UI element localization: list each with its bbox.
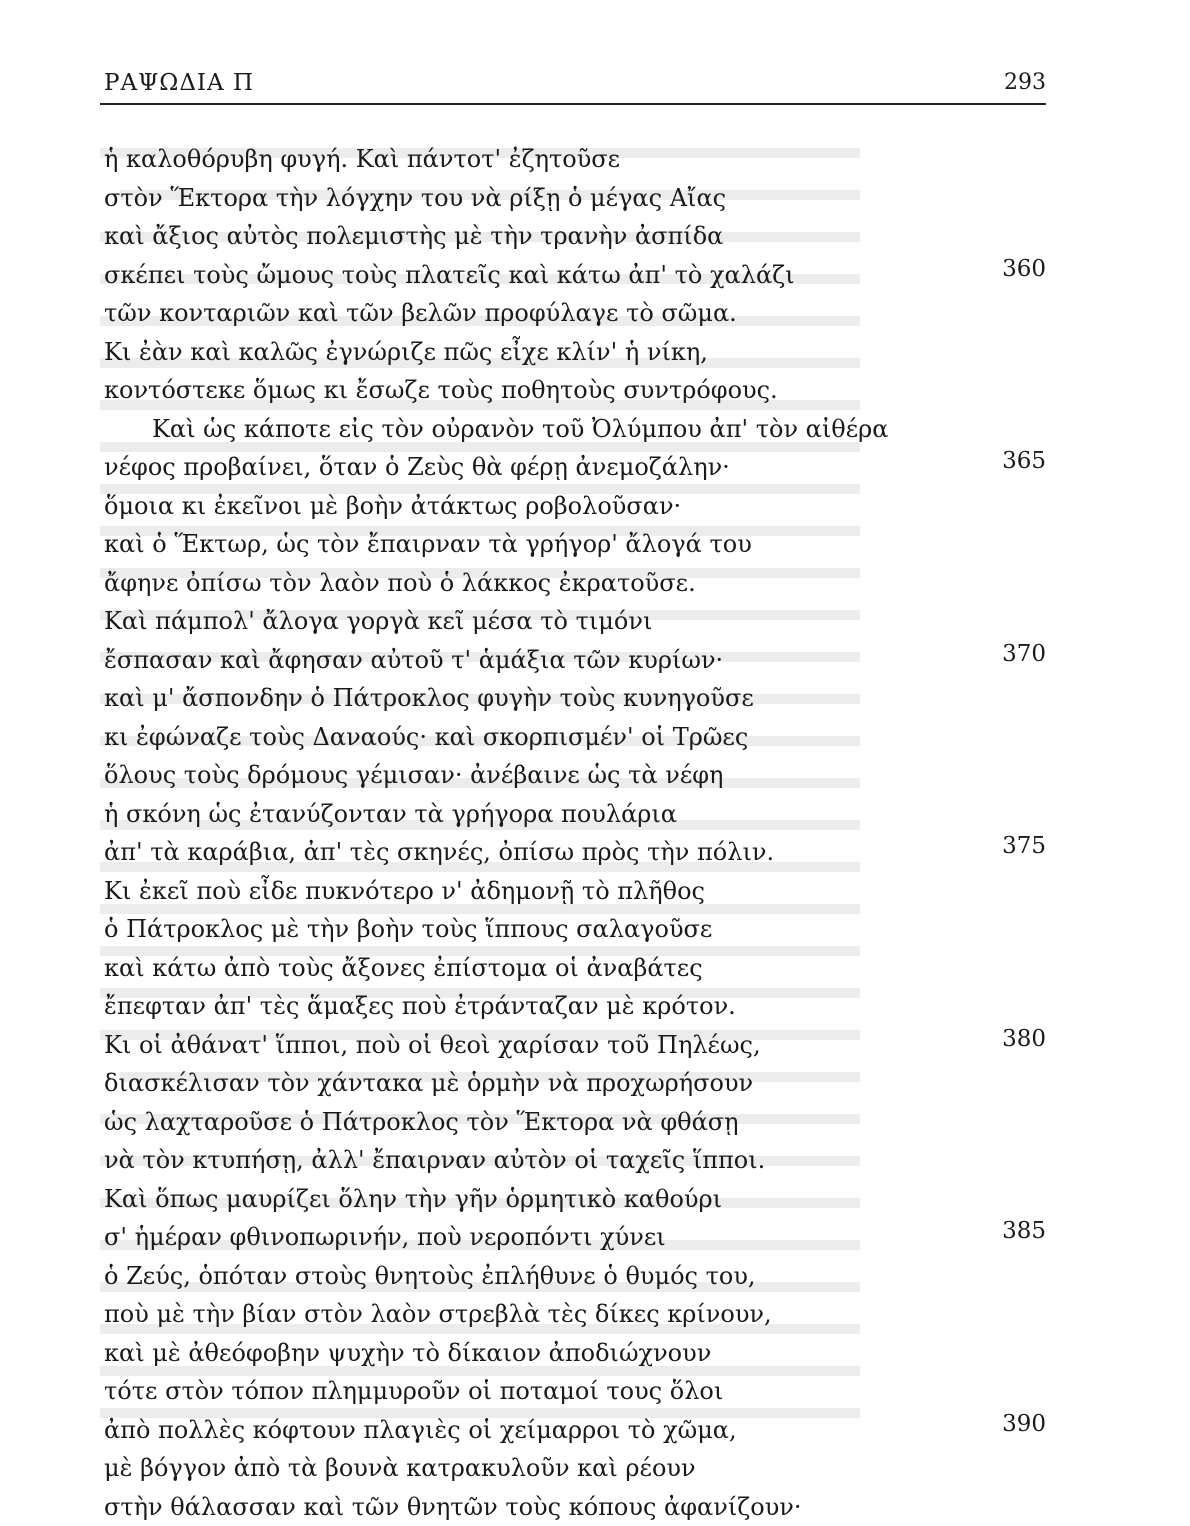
line-number: 390 (1002, 1405, 1046, 1444)
verse-text: ἀπὸ πολλὲς κόφτουν πλαγιὲς οἱ χείμαρροι τὸ χῶμα, (104, 1411, 737, 1450)
verse-line (0, 371, 1190, 410)
verse-line (0, 1411, 1190, 1450)
verse-line (0, 448, 1190, 487)
verse-text: τότε στὸν τόπον πλημμυροῦν οἱ ποταμοί τους ὅλοι (104, 1372, 723, 1411)
line-number: 380 (1002, 1020, 1046, 1059)
poem-body (0, 140, 1190, 1526)
verse-text: κι ἐφώναζε τοὺς Δαναούς· καὶ σκορπισμέν' οἱ Τρῶες (104, 718, 748, 757)
verse-line (0, 179, 1190, 218)
verse-text: ὅμοια κι ἐκεῖνοι μὲ βοὴν ἀτάκτως ροβολοῦσαν· (104, 487, 681, 526)
verse-line (0, 525, 1190, 564)
line-number: 375 (1002, 827, 1046, 866)
verse-text: καὶ ἄξιος αὐτὸς πολεμιστὴς μὲ τὴν τρανὴν ἀσπίδα (104, 217, 723, 256)
verse-line (0, 1141, 1190, 1180)
header-rule (100, 103, 1046, 105)
verse-text: ἡ καλοθόρυβη φυγή. Καὶ πάντοτ' ἐζητοῦσε (104, 140, 620, 179)
verse-text: Κι ἐκεῖ ποὺ εἶδε πυκνότερο ν' ἀδημονῇ τὸ πλῆθος (104, 872, 705, 911)
verse-line (0, 1218, 1190, 1257)
verse-text: ποὺ μὲ τὴν βίαν στὸν λαὸν στρεβλὰ τὲς δίκες κρίνουν, (104, 1295, 772, 1334)
verse-text: ὁ Πάτροκλος μὲ τὴν βοὴν τοὺς ἵππους σαλαγοῦσε (104, 910, 712, 949)
verse-line (0, 1257, 1190, 1296)
verse-text: ἀπ' τὰ καράβια, ἀπ' τὲς σκηνές, ὀπίσω πρὸς τὴν πόλιν. (104, 833, 774, 872)
verse-text: νὰ τὸν κτυπήσῃ, ἀλλ' ἔπαιρναν αὐτὸν οἱ ταχεῖς ἵπποι. (104, 1141, 765, 1180)
verse-text: Καὶ πάμπολ' ἄλογα γοργὰ κεῖ μέσα τὸ τιμόνι (104, 602, 652, 641)
verse-text: νέφος προβαίνει, ὅταν ὁ Ζεὺς θὰ φέρῃ ἀνεμοζάλην· (104, 448, 730, 487)
verse-text: καὶ ὁ Ἕκτωρ, ὡς τὸν ἔπαιρναν τὰ γρήγορ' ἄλογά του (104, 525, 752, 564)
verse-line (0, 641, 1190, 680)
page-number: 293 (1004, 70, 1046, 95)
verse-line (0, 333, 1190, 372)
verse-line (0, 487, 1190, 526)
verse-line (0, 872, 1190, 911)
verse-text: καὶ μ' ἄσπονδην ὁ Πάτροκλος φυγὴν τοὺς κυνηγοῦσε (104, 679, 754, 718)
verse-text: ἄφηνε ὀπίσω τὸν λαὸν ποὺ ὁ λάκκος ἐκρατοῦσε. (104, 564, 696, 603)
verse-line (0, 756, 1190, 795)
verse-line (0, 1026, 1190, 1065)
verse-line (0, 1064, 1190, 1103)
verse-line (0, 910, 1190, 949)
line-number: 360 (1002, 250, 1046, 289)
verse-text: στὴν θάλασσαν καὶ τῶν θνητῶν τοὺς κόπους ἀφανίζουν· (104, 1488, 802, 1526)
line-number: 365 (1002, 442, 1046, 481)
running-head: ΡΑΨΩΔΙΑ Π (104, 70, 254, 96)
verse-line (0, 679, 1190, 718)
verse-line (0, 294, 1190, 333)
verse-text: Καὶ ὅπως μαυρίζει ὅλην τὴν γῆν ὁρμητικὸ καθούρι (104, 1180, 722, 1219)
verse-line (0, 1334, 1190, 1373)
verse-text: ἡ σκόνη ὡς ἐτανύζονταν τὰ γρήγορα πουλάρια (104, 795, 677, 834)
page-header (104, 70, 1046, 106)
verse-text: κοντόστεκε ὅμως κι ἔσωζε τοὺς ποθητοὺς συντρόφους. (104, 371, 778, 410)
verse-text: ὁ Ζεύς, ὁπόταν στοὺς θνητοὺς ἐπλήθυνε ὁ θυμός του, (104, 1257, 756, 1296)
verse-text: ἔσπασαν καὶ ἄφησαν αὐτοῦ τ' ἁμάξια τῶν κυρίων· (104, 641, 723, 680)
verse-line (0, 140, 1190, 179)
verse-text: σ' ἡμέραν φθινοπωρινήν, ποὺ νεροπόντι χύνει (104, 1218, 666, 1257)
verse-line (0, 564, 1190, 603)
verse-text: διασκέλισαν τὸν χάντακα μὲ ὁρμὴν νὰ προχωρήσουν (104, 1064, 753, 1103)
verse-line (0, 833, 1190, 872)
verse-text: Καὶ ὡς κάποτε εἰς τὸν οὐρανὸν τοῦ Ὀλύμπου ἀπ' τὸν αἰθέρα (152, 410, 889, 449)
verse-text: ὡς λαχταροῦσε ὁ Πάτροκλος τὸν Ἕκτορα νὰ φθάσῃ (104, 1103, 739, 1142)
verse-text: τῶν κονταριῶν καὶ τῶν βελῶν προφύλαγε τὸ σῶμα. (104, 294, 737, 333)
verse-line (0, 1103, 1190, 1142)
verse-text: καὶ κάτω ἀπὸ τοὺς ἄξονες ἐπίστομα οἱ ἀναβάτες (104, 949, 703, 988)
verse-text: Κι οἱ ἀθάνατ' ἵπποι, ποὺ οἱ θεοὶ χαρίσαν τοῦ Πηλέως, (104, 1026, 761, 1065)
line-number: 370 (1002, 635, 1046, 674)
verse-text: καὶ μὲ ἀθεόφοβην ψυχὴν τὸ δίκαιον ἀποδιώχνουν (104, 1334, 711, 1373)
verse-line (0, 949, 1190, 988)
verse-text: Κι ἐὰν καὶ καλῶς ἐγνώριζε πῶς εἶχε κλίν' ἡ νίκη, (104, 333, 708, 372)
verse-line (0, 256, 1190, 295)
verse-text: ὅλους τοὺς δρόμους γέμισαν· ἀνέβαινε ὡς τὰ νέφη (104, 756, 723, 795)
verse-text: σκέπει τοὺς ὤμους τοὺς πλατεῖς καὶ κάτω ἀπ' τὸ χαλάζι (104, 256, 795, 295)
verse-line (0, 1295, 1190, 1334)
verse-text: μὲ βόγγον ἀπὸ τὰ βουνὰ κατρακυλοῦν καὶ ρέουν (104, 1449, 696, 1488)
line-number: 385 (1002, 1212, 1046, 1251)
verse-line (0, 1488, 1190, 1526)
verse-text: ἔπεφταν ἀπ' τὲς ἅμαξες ποὺ ἐτράνταζαν μὲ κρότον. (104, 987, 736, 1026)
verse-text: στὸν Ἕκτορα τὴν λόγχην του νὰ ρίξῃ ὁ μέγας Αἴας (104, 179, 726, 218)
verse-line (0, 718, 1190, 757)
verse-line (0, 1449, 1190, 1488)
